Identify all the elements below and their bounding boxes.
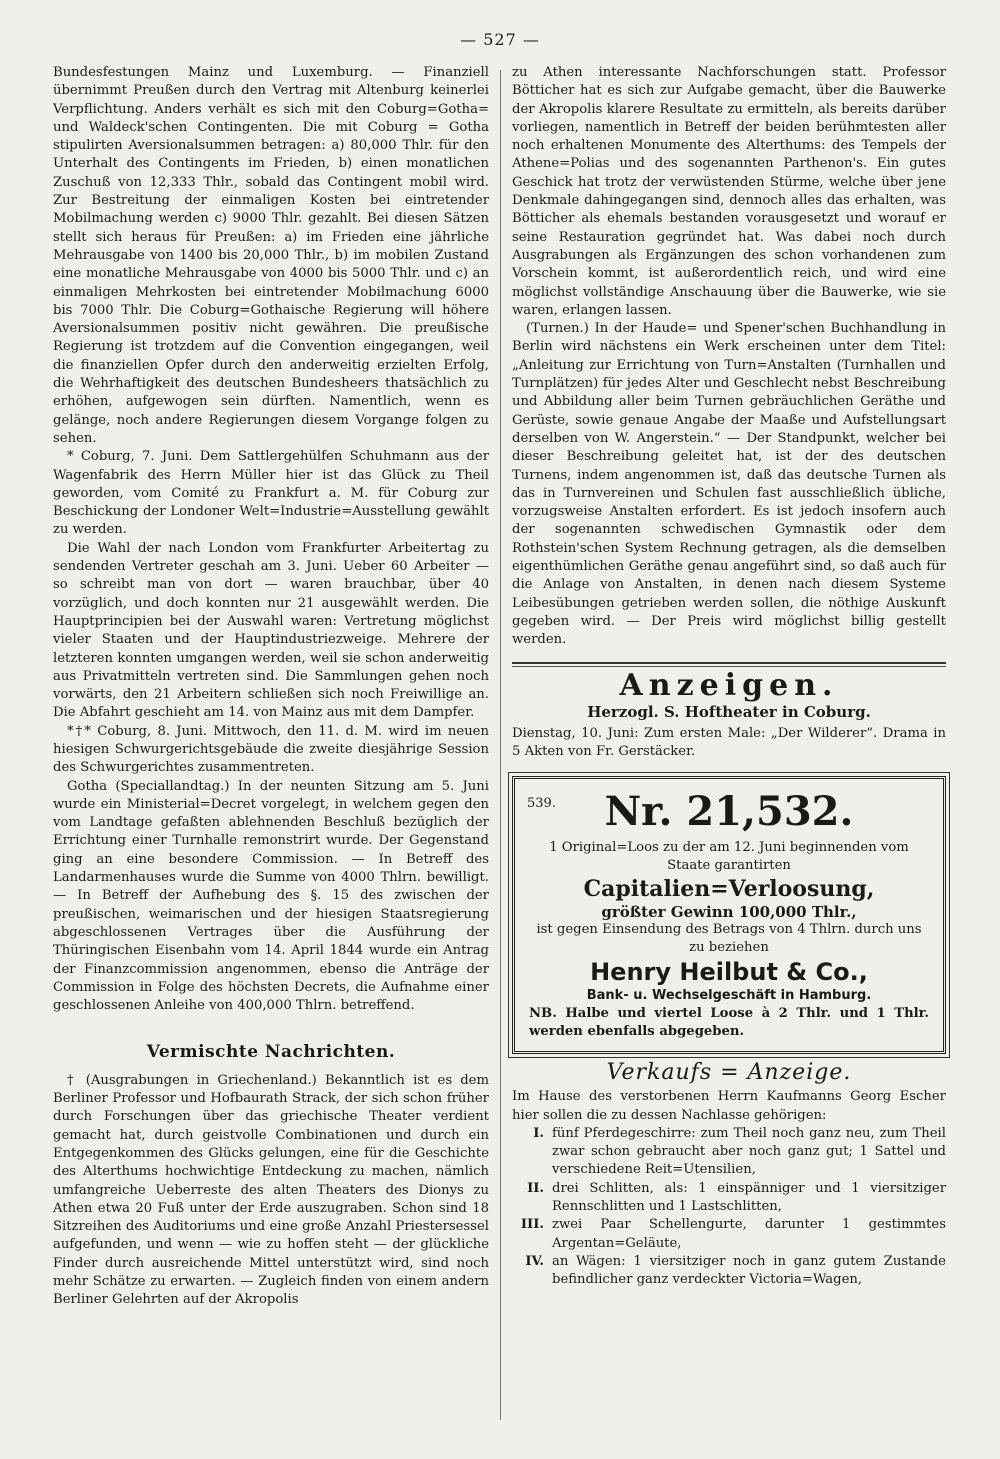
sale-heading: Verkaufs = Anzeige. — [606, 1059, 852, 1085]
article-paragraph: zu Athen interessante Nachforschungen statt. Professor Bötticher hat es sich zur Aufgabe gemacht, über die Bauwerke der Akropolis klarere Resultate zu ermitteln, als bereits darüber vorliegen, namentlich in Betreff der beiden berühmtesten aller noch erhaltenen Monumente des Alterthums: des Tempels der Athene=Polias und des sogenannten Parthenon's. Ein gutes Geschick hat trotz der verwüstenden Stürme, welche über jene Denkmale dahingegangen sind, dennoch alles das erhalten, was Bötticher als ehemals bestanden vorausgesetzt und worauf er seine Restauration gegründet hat. Was dabei noch durch Ausgrabungen als Ergänzungen des schon vorhandenen zum Vorschein kommt, ist außerordentlich reich, und wird eine möglichst vollständige Anschauung über die Bauwerke, wie sie waren, erlangen lassen. — [512, 65, 946, 318]
ads-heading: Anzeigen. — [619, 667, 839, 703]
lottery-line: ist gegen Einsendung des Betrags von 4 Thlrn. durch uns zu beziehen — [536, 921, 922, 955]
lottery-prize: größter Gewinn 100,000 Thlr., — [601, 902, 857, 921]
theatre-notice: Dienstag, 10. Juni: Zum ersten Male: „Der Wilderer“. Drama in 5 Akten von Fr. Gerstäcker. — [512, 726, 946, 760]
right-column — [512, 64, 946, 1290]
firm-name: Henry Heilbut & Co., — [590, 957, 868, 986]
sale-item — [512, 1216, 946, 1253]
lottery-headline: Capitalien=Verloosung, — [583, 875, 875, 902]
page-number: — 527 — — [460, 30, 540, 49]
article-paragraph: Gotha (Speciallandtag.) In der neunten Sitzung am 5. Juni wurde ein Ministerial=Decret vorgelegt, in welchem gegen den vom Landtage gefaßten ablehnenden Beschluß bezüglich der Errichtung einer Turnhalle remonstrirt wurde. Der Gegenstand ging an eine besondere Commission. — In Betreff des Landarmenhauses wurde die Summe von 4000 Thlrn. bewilligt. — In Betreff der Aufhebung des §. 15 des zwischen der preußischen, weimarischen und der hiesigen Staatsregierung abgeschlossenen Vertrages über die Ausführung der Thüringischen Eisenbahn vom 14. April 1844 wurde ein Antrag der Finanzcommission angenommen, ebenso die Anträge der Commission in Folge des höchsten Decrets, die Aufnahme einer geschlossenen Anleihe von 400,000 Thlrn. betreffend. — [53, 778, 489, 1014]
column-divider — [500, 70, 501, 1420]
firm-description: Bank- u. Wechselgeschäft in Hamburg. — [586, 987, 872, 1003]
sale-item — [512, 1180, 946, 1217]
article-paragraph: *†* Coburg, 8. Juni. Mittwoch, den 11. d. M. wird im neuen hiesigen Schwurgerichtsgebäude die zweite diesjährige Session des Schwurgerichtes zusammentreten. — [53, 723, 489, 776]
sale-item-text: an Wägen: 1 viersitziger noch in ganz gutem Zustande befindlicher ganz verdeckter Victoria=Wagen, — [552, 1253, 946, 1288]
sale-item — [512, 1253, 946, 1290]
separator-rule — [512, 662, 946, 664]
article-paragraph: Bundesfestungen Mainz und Luxemburg. — Finanziell übernimmt Preußen durch den Vertrag mit Altenburg keinerlei Verpflichtung. Anders verhält es sich mit den Coburg=Gotha= und Waldeck'schen Contingenten. Die mit Coburg = Gotha stipulirten Aversionalsummen betragen: a) 80,000 Thlr. für den Unterhalt des Contingents im Frieden, b) einen monatlichen Zuschuß von 12,333 Thlr., sobald das Contingent mobil wird. Zur Bestreitung der einmaligen Kosten bei eintretender Mobilmachung werden c) 9000 Thlr. gezahlt. Bei diesen Sätzen stellt sich heraus für Preußen: a) im Frieden eine jährliche Mehrausgabe von 1400 bis 20,000 Thlr., b) im mobilen Zustand eine monatliche Mehrausgabe von 4000 bis 5000 Thlr. und c) an einmaligen Mehrkosten bei eintretender Mobilmachung 6000 bis 7000 Thlr. Die Coburg=Gothaische Regierung will höhere Aversionalsummen positiv nicht gewähren. Die preußische Regierung ist trotzdem auf die Convention eingegangen, weil die finanziellen Opfer durch den anderweitig erzielten Erfolg, die Wehrhaftigkeit des deutschen Bundesheers thatsächlich zu erhöhen, aufgewogen sein dürften. Namentlich, wenn es gelänge, noch andere Regierungen diesem Vorgange folgen zu sehen. — [53, 65, 489, 446]
theatre-heading: Herzogl. S. Hoftheater in Coburg. — [587, 702, 871, 721]
lottery-line: 1 Original=Loos zu der am 12. Juni beginnenden vom Staate garantirten — [549, 839, 909, 873]
article-paragraph: * Coburg, 7. Juni. Dem Sattlergehülfen Schuhmann aus der Wagenfabrik des Herrn Müller hier ist das Glück zu Theil geworden, vom Comité zu Frankfurt a. M. für Coburg zur Beschickung der Londoner Welt=Industrie=Ausstellung gewählt zu werden. — [53, 449, 489, 538]
lottery-advertisement — [512, 776, 946, 1054]
sale-item-text: fünf Pferdegeschirre: zum Theil noch ganz neu, zum Theil zwar schon gebraucht aber noch ganz gut; 1 Sattel und verschiedene Reit=Utensilien, — [552, 1125, 946, 1178]
separator-rule-thin — [512, 666, 946, 667]
sale-item-text: zwei Paar Schellengurte, darunter 1 gestimmtes Argentan=Geläute, — [552, 1217, 946, 1251]
ad-number: 539. — [527, 795, 556, 811]
sale-item-number: III. — [520, 1217, 544, 1233]
sale-item-number: I. — [533, 1125, 544, 1141]
section-heading: Vermischte Nachrichten. — [146, 1042, 396, 1063]
lottery-note: NB. Halbe und viertel Loose à 2 Thlr. und 1 Thlr. werden ebenfalls abgegeben. — [529, 1005, 929, 1039]
left-column — [53, 64, 489, 1310]
article-paragraph: Die Wahl der nach London vom Frankfurter Arbeitertag zu sendenden Vertreter geschah am 3. Juni. Ueber 60 Arbeiter — so schreibt man von dort — waren brauchbar, über 40 vorzüglich, und doch konnten nur 21 ausgewählt werden. Die Hauptprincipien bei der Auswahl waren: Vertretung möglichst vieler Staaten und der Hauptindustriezweige. Mehrere der letzteren konnten umgangen werden, weil sie schon anderweitig aus Privatmitteln vertreten sind. Die Sammlungen gehen noch vorwärts, den 21 Arbeitern schließen sich noch Freiwillige an. Die Abfahrt geschieht am 14. von Mainz aus mit dem Dampfer. — [53, 540, 489, 721]
sale-item-number: II. — [527, 1180, 544, 1196]
sale-item-number: IV. — [525, 1253, 544, 1269]
sale-item-text: drei Schlitten, als: 1 einspänniger und 1 viersitziger Rennschlitten und 1 Lastschlitten, — [552, 1180, 946, 1215]
article-paragraph: † (Ausgrabungen in Griechenland.) Bekanntlich ist es dem Berliner Professor und Hofbaurath Strack, der sich schon früher durch Forschungen über das griechische Theater verdient gemacht hat, durch geistvolle Combinationen und durch ein Entgegenkommen des Glücks gelungen, eine für die Geschichte des Alterthums hochwichtige Entdeckung zu machen, nämlich umfangreiche Ueberreste des alten Theaters des Dionys zu Athen etwa 20 Fuß unter der Erde auszugraben. Schon sind 18 Sitzreihen des Auditoriums und eine große Anzahl Priestersessel aufgefunden, und wenn — wie zu hoffen steht — der glückliche Finder durch ausreichende Mittel unterstützt wird, sind noch mehr Schätze zu erwarten. — Zugleich finden von einem andern Berliner Gelehrten auf der Akropolis — [53, 1072, 489, 1308]
lottery-number: Nr. 21,532. — [604, 787, 854, 835]
sale-item — [512, 1125, 946, 1180]
article-paragraph: (Turnen.) In der Haude= und Spener'schen Buchhandlung in Berlin wird nächstens ein Werk erscheinen unter dem Titel: „Anleitung zur Errichtung von Turn=Anstalten (Turnhallen und Turnplätzen) für jedes Alter und Geschlecht nebst Beschreibung und Abbildung aller beim Turnen gebräuchlichen Geräthe und Gerüste, sowie genaue Angabe der Maaße und Aufstellungsart derselben von W. Angerstein.“ — Der Standpunkt, welcher bei dieser Beschreibung geleitet hat, ist der des deutschen Turnens, indem angenommen ist, daß das deutsche Turnen als das in Turnvereinen und Schulen fast ausschließlich übliche, vorzugsweise Anstalten erfordert. Es ist jedoch insofern auch der sogenannten schwedischen Gymnastik oder dem Rothstein'schen System Rechnung getragen, als die demselben eigenthümlichen Geräthe genau angeführt sind, so daß auch für die Anlage von Anstalten, in denen nach diesem Systeme Leibesübungen getrieben werden sollen, die nöthige Auskunft gegeben wird. — Der Preis wird möglichst billig gestellt werden. — [512, 321, 946, 648]
sale-intro: Im Hause des verstorbenen Herrn Kaufmanns Georg Escher hier sollen die zu dessen Nachlasse gehörigen: — [512, 1089, 946, 1123]
